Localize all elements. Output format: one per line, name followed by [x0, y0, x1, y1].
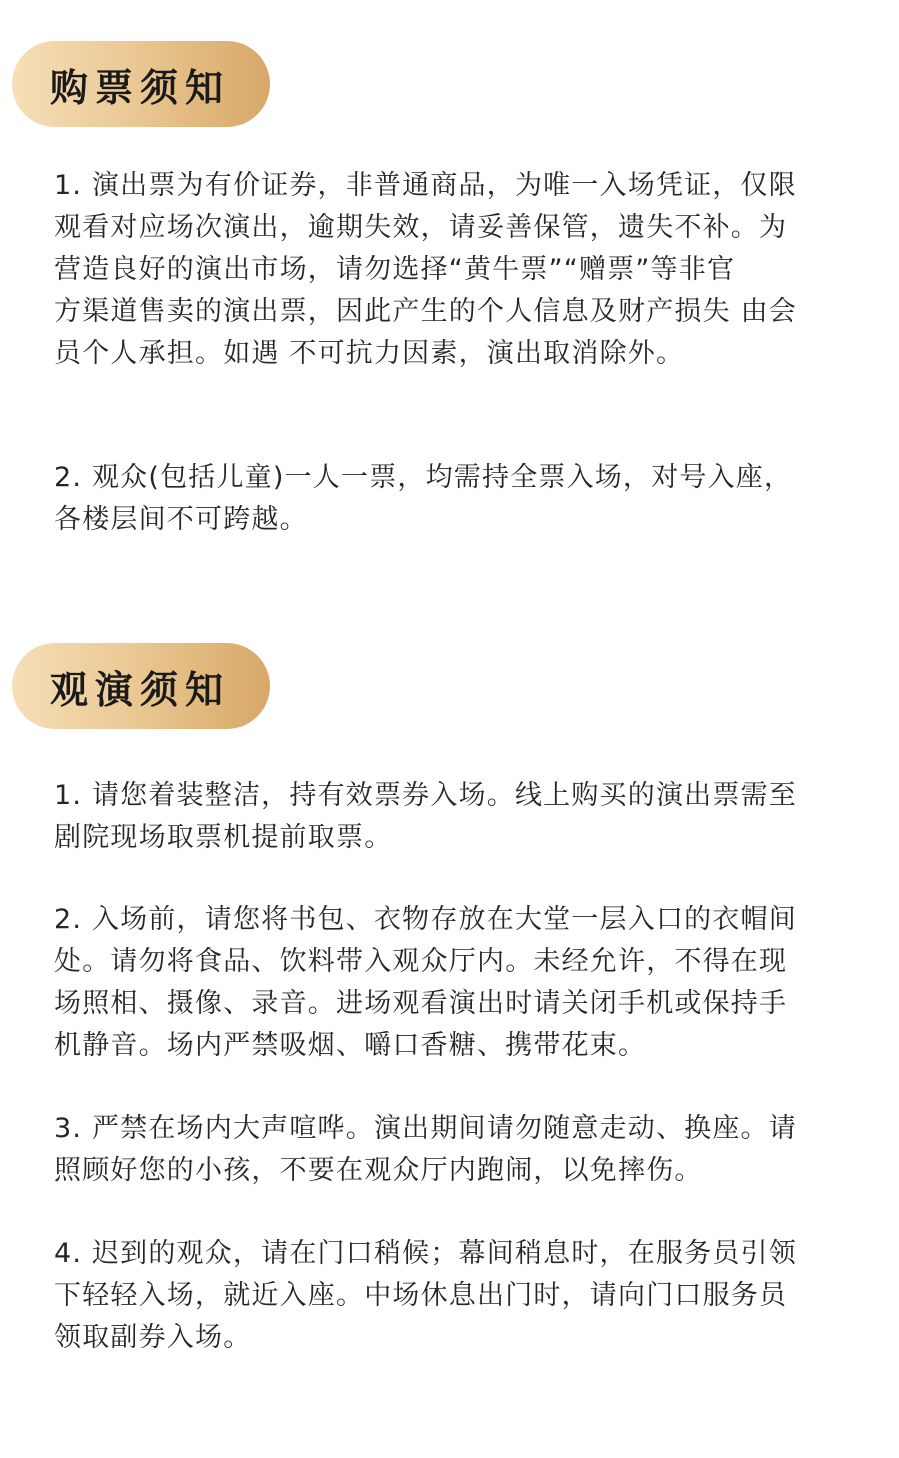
viewing-notice-item-3: 3. 严禁在场内大声喧哗。演出期间请勿随意走动、换座。请 照顾好您的小孩，不要在观众厅内跑闹，以免摔伤。 [54, 1113, 797, 1186]
ticket-notice-title: 购票须知 [50, 65, 231, 110]
viewing-notice-header [12, 643, 270, 729]
viewing-notice-item-1: 1. 请您着装整洁，持有效票券入场。线上购买的演出票需至 剧院现场取票机提前取票。 [54, 780, 797, 853]
ticket-notice-item-2: 2. 观众(包括儿童)一人一票，均需持全票入场，对号入座， 各楼层间不可跨越。 [54, 462, 793, 535]
viewing-notice-item-2: 2. 入场前，请您将书包、衣物存放在大堂一层入口的衣帽间 处。请勿将食品、饮料带入观众厅内。未经允许，不得在现 场照相、摄像、录音。进场观看演出时请关闭手机或保持手 机静音。场内严禁吸烟、嚼口香糖、携带花束。 [54, 904, 797, 1061]
viewing-notice-item-4: 4. 迟到的观众，请在门口稍候；幕间稍息时，在服务员引领 下轻轻入场，就近入座。中场休息出门时，请向门口服务员 领取副券入场。 [54, 1238, 797, 1353]
ticket-notice-item-1: 1. 演出票为有价证券，非普通商品，为唯一入场凭证，仅限 观看对应场次演出，逾期失效，请妥善保管，遗失不补。为 营造良好的演出市场，请勿选择“黄牛票”“赠票”等非官 方渠道售卖的演出票，因此产生的个人信息及财产损失 由会 员个人承担。如遇 不可抗力因素，演出取消除外。 [54, 170, 797, 369]
ticket-notice-header [12, 41, 270, 127]
viewing-notice-title: 观演须知 [50, 667, 231, 712]
